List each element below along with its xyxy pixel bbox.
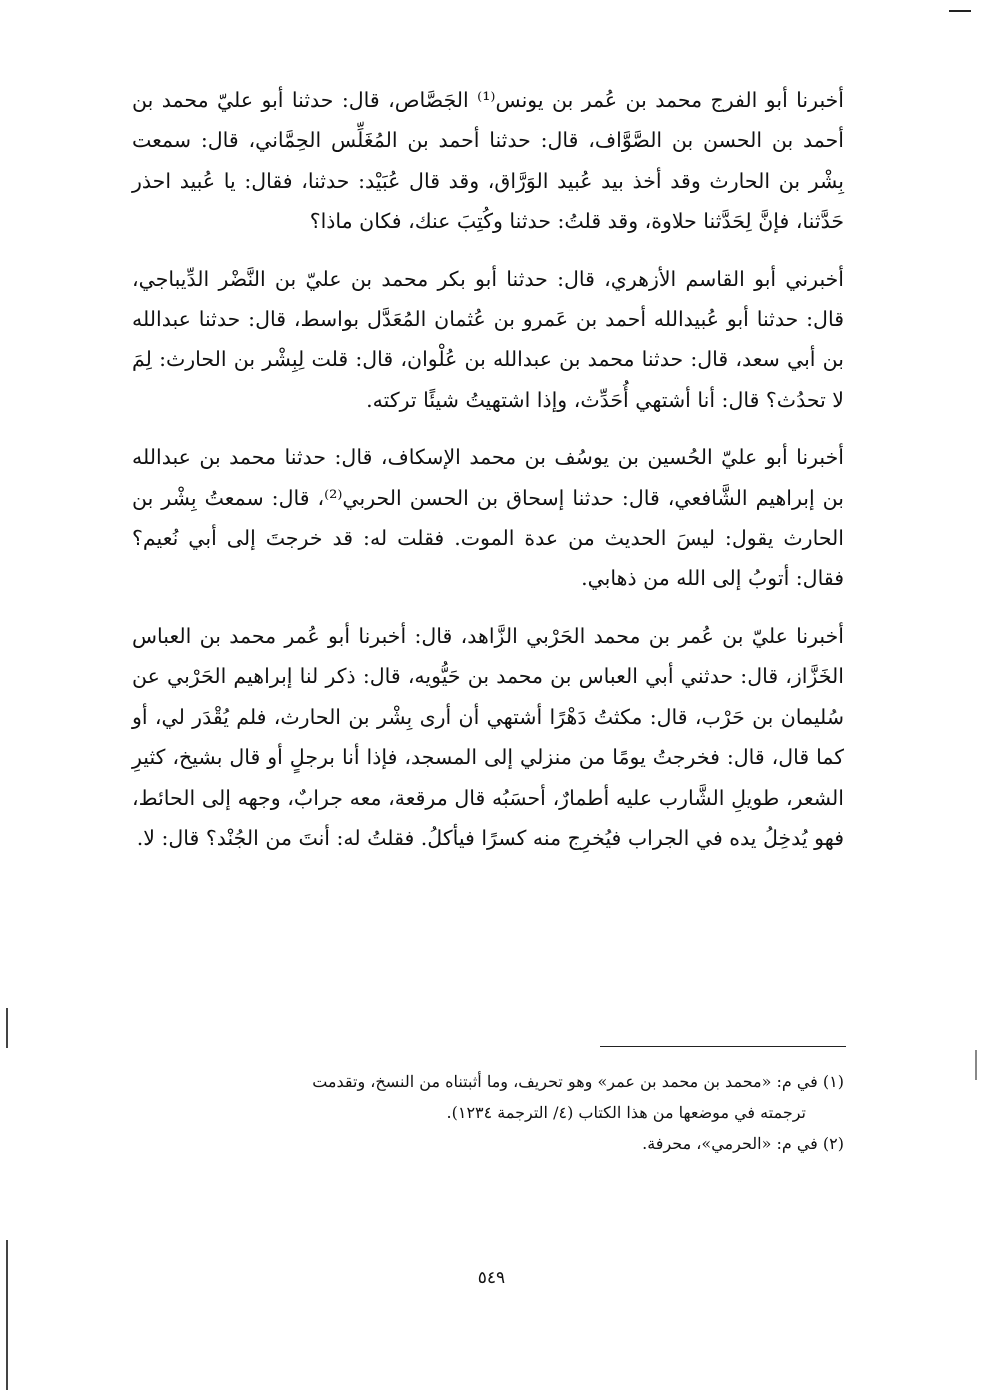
page-number: ٥٤٩ — [477, 1268, 506, 1288]
paragraph: أخبرنا أبو الفرج محمد بن عُمر بن يونس⁽¹⁾ الجَصَّاص، قال: حدثنا أبو عليّ محمد بن أحمد بن الحسن بن الصَّوَّاف، قال: حدثنا أحمد بن المُغَلِّس الحِمَّاني، قال: سمعت بِشْر بن الحارث وقد أخذ بيد عُبيد الوَرَّاق، وقد قال عُبَيْد: حدثنا، فقال: يا عُبيد احذر حَدَّثنا، فإنَّ لِحَدَّثنا حلاوة، وقد قلتُ: حدثنا وكُتِبَ عنك، فكان ماذا؟ — [132, 88, 845, 234]
footnote-1-continuation: ترجمته في موضعها من هذا الكتاب (٤/ الترجمة ١٢٣٤). — [446, 1103, 806, 1122]
paragraph: أخبرني أبو القاسم الأزهري، قال: حدثنا أبو بكر محمد بن عليّ بن النَّضْر الدِّيباجي، قال: حدثنا أبو عُبيدالله أحمد بن عَمرو بن عُثمان المُعَدَّل بواسط، قال: حدثنا عبدالله بن أبي سعد، قال: حدثنا محمد بن عبدالله بن عُلْوان، قال: قلت لِبِشْر بن الحارث: لِمَ لا تحدُث؟ قال: أنا أشتهي أُحَدِّث، وإذا اشتهيتُ شيئًا تركته. — [132, 266, 844, 412]
left-margin-mark — [6, 1008, 8, 1048]
top-corner-mark — [949, 10, 971, 12]
left-margin-mark — [6, 1240, 8, 1390]
paragraph: أخبرنا عليّ بن عُمر بن محمد الحَرْبي الزَّاهد، قال: أخبرنا أبو عُمر محمد بن العباس الخَزَّاز، قال: حدثني أبي العباس بن محمد بن حَيُّويه، قال: ذكر لنا إبراهيم الحَرْبي عن سُليمان بن حَرْب، قال: مكثتُ دَهْرًا أشتهي أن أرى بِشْر بن الحارث، فلم يُقْدَر لي، أو كما قال، قال: فخرجتُ يومًا من منزلي إلى المسجد، فإذا أنا برجلٍ أو قال بشيخ، كثيرِ الشعر، طويلِ الشَّارب عليه أطمارٌ، أحسَبُه قال مرقعة، معه جرابٌ، وجهه إلى الحائط، فهو يُدخِلُ يده في الجراب فيُخرِج منه كسرًا فيأكلُ. فقلتُ له: أنتَ من الجُنْد؟ قال: لا. — [132, 623, 844, 850]
paragraph: أخبرنا أبو عليّ الحُسين بن يوسُف بن محمد الإسكاف، قال: حدثنا محمد بن عبدالله بن إبراهيم الشَّافعي، قال: حدثنا إسحاق بن الحسن الحربي⁽²⁾، قال: سمعتُ بِشْر بن الحارث يقول: ليسَ الحديث من عدة الموت. فقلت له: قد خرجتَ إلى أبي نُعيم؟ فقال: أتوبُ إلى الله من ذهابي. — [132, 445, 844, 591]
footnote-separator — [600, 1046, 846, 1047]
footnotes — [132, 1066, 844, 1159]
right-margin-mark — [975, 1050, 977, 1080]
main-text — [132, 80, 844, 875]
footnote-1: (١) في م: «محمد بن محمد بن عمر» وهو تحريف، وما أثبتناه من النسخ، وتقدمت — [312, 1072, 844, 1091]
footnote-2: (٢) في م: «الحرمي»، محرفة. — [642, 1134, 844, 1153]
